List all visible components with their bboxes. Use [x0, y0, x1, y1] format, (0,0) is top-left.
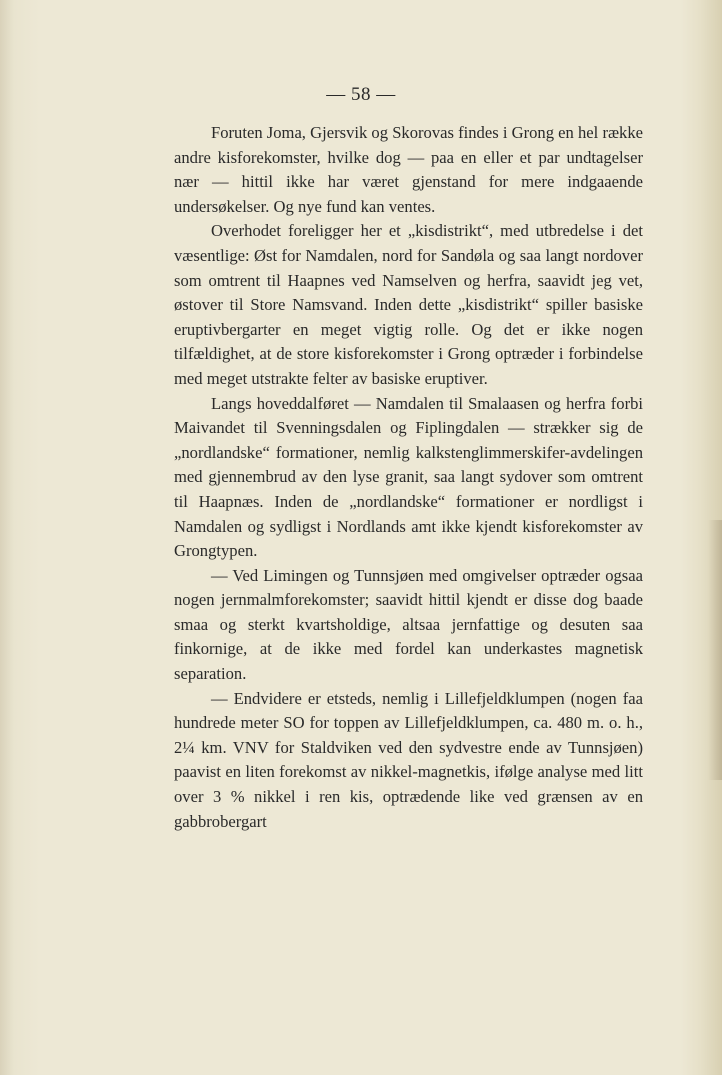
paragraph-3: Langs hoveddalføret — Namdalen til Smalaasen og herfra forbi Maivandet til Svenningsdalen og Fiplingdalen — strækker sig de „nordlandske“ formationer, nemlig kalkstenglimmerskifer-avdelingen med gjennembrud av den lyse granit, saa langt sydover som omtrent til Haapnæs. Inden de „nordlandske“ formationer er nordligst i Namdalen og sydligst i Nordlands amt ikke kjendt kisforekomster av Grongtypen. — [174, 393, 643, 561]
page-number-header: — 58 — — [326, 84, 396, 105]
page-edge-shadow — [708, 520, 722, 780]
paragraph-4: — Ved Limingen og Tunnsjøen med omgivelser optræder ogsaa nogen jernmalmforekomster; saavidt hittil kjendt er disse dog baade smaa og sterkt kvartsholdige, altsaa jernfattige og desuten saa finkornige, at de ikke med fordel kan underkastes magnetisk separation. — [174, 565, 643, 684]
paragraph-1: Foruten Joma, Gjersvik og Skorovas findes i Grong en hel række andre kisforekomster, hvilke dog — paa en eller et par undtagelser nær — hittil ikke har været gjenstand for mere indgaaende undersøkelser. Og nye fund kan ventes. — [174, 123, 643, 216]
body-text — [174, 121, 643, 834]
paragraph-5: — Endvidere er etsteds, nemlig i Lillefjeldklumpen (nogen faa hundrede meter SO for toppen av Lillefjeldklumpen, ca. 480 m. o. h., 2¼ km. VNV for Staldviken ved den sydvestre ende av Tunnsjøen) paavist en liten forekomst av nikkel-magnetkis, ifølge analyse med litt over 3 % nikkel i ren kis, optrædende like ved grænsen av en gabbrobergart — [174, 688, 643, 831]
paragraph-2: Overhodet foreligger her et „kisdistrikt“, med utbredelse i det væsentlige: Øst for Namdalen, nord for Sandøla og saa langt nordover som omtrent til Haapnes ved Namselven og herfra, saavidt jeg vet, østover til Store Namsvand. Inden dette „kisdistrikt“ spiller basiske eruptivbergarter en meget vigtig rolle. Og det er ikke nogen tilfældighet, at de store kisforekomster i Grong optræder i forbindelse med meget utstrakte felter av basiske eruptiver. — [174, 221, 643, 388]
